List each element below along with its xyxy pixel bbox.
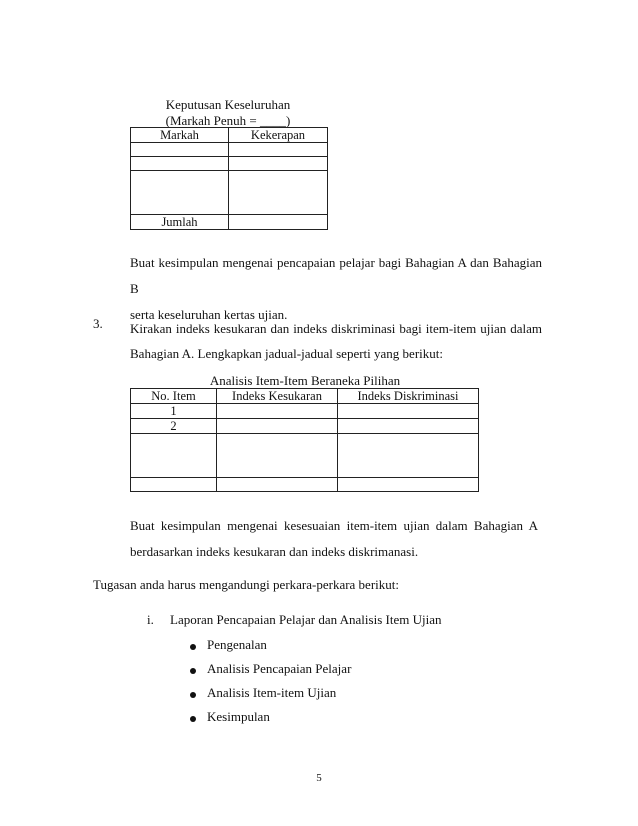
results-table <box>130 127 328 230</box>
column-header-indeks-diskriminasi: Indeks Diskriminasi <box>338 389 479 404</box>
table-row <box>131 419 479 434</box>
list-item: Analisis Pencapaian Pelajar <box>207 661 352 676</box>
bullet-icon <box>190 692 196 698</box>
table-row <box>131 157 328 171</box>
paragraph-line: Buat kesimpulan mengenai pencapaian pelajar bagi Bahagian A dan Bahagian B <box>130 255 542 296</box>
conclusion-paragraph-2 <box>130 513 538 565</box>
paragraph-line: berdasarkan indeks kesukaran dan indeks diskrimanasi. <box>130 544 419 559</box>
paragraph-line: Buat kesimpulan mengenai kesesuaian item-item ujian dalam Bahagian A <box>130 518 538 533</box>
list-item: Pengenalan <box>207 637 267 652</box>
column-header-kekerapan: Kekerapan <box>229 128 328 143</box>
table1-title: Keputusan Keseluruhan <box>165 97 291 112</box>
column-header-markah: Markah <box>131 128 229 143</box>
sub-item-text: Laporan Pencapaian Pelajar dan Analisis Item Ujian <box>170 612 442 627</box>
table2-title: Analisis Item-Item Beraneka Pilihan <box>209 373 401 388</box>
table-row <box>131 171 328 215</box>
bullet-icon <box>190 644 196 650</box>
bullet-icon <box>190 668 196 674</box>
item-analysis-table <box>130 388 479 492</box>
paragraph-line: Bahagian A. Lengkapkan jadual-jadual seperti yang berikut: <box>130 346 443 361</box>
table-row <box>131 404 479 419</box>
table-row <box>131 389 479 404</box>
table-row <box>131 215 328 230</box>
paragraph-line: serta keseluruhan kertas ujian. <box>130 307 288 322</box>
table-row <box>131 434 479 478</box>
item-number: 3. <box>93 316 103 331</box>
table-row <box>131 128 328 143</box>
list-item: Kesimpulan <box>207 709 270 724</box>
table-row <box>131 478 479 492</box>
task-intro: Tugasan anda harus mengandungi perkara-perkara berikut: <box>93 577 399 592</box>
table1-subtitle: (Markah Penuh = ____) <box>165 113 291 128</box>
table-row <box>131 143 328 157</box>
paragraph-line: Kirakan indeks kesukaran dan indeks diskriminasi bagi item-item ujian dalam <box>130 321 542 336</box>
page-number: 5 <box>316 772 322 784</box>
item3-instructions <box>130 316 542 366</box>
sub-item-marker: i. <box>147 612 154 627</box>
bullet-icon <box>190 716 196 722</box>
list-item: Analisis Item-item Ujian <box>207 685 337 700</box>
total-label: Jumlah <box>131 215 229 230</box>
column-header-indeks-kesukaran: Indeks Kesukaran <box>217 389 338 404</box>
item-number-cell: 1 <box>131 404 217 419</box>
item-number-cell: 2 <box>131 419 217 434</box>
column-header-no-item: No. Item <box>131 389 217 404</box>
